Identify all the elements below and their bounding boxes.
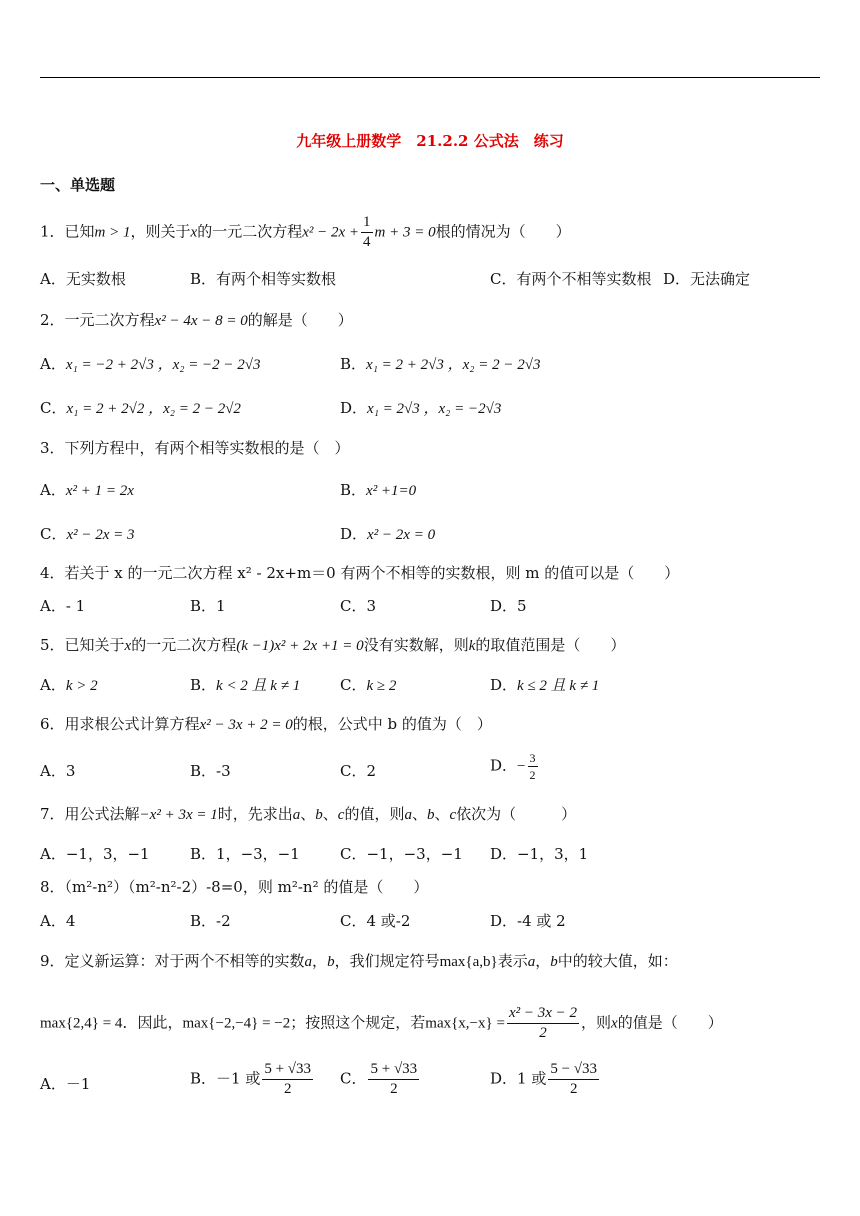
question-4-option-b: B．1 — [190, 597, 226, 615]
question-8-option-b: B．-2 — [190, 912, 231, 930]
question-2-stem: 2．一元二次方程x² − 4x − 8 = 0的解是（ ） — [40, 311, 353, 329]
question-2-option-a: A．x₁ = −2 + 2√3 ，x₂ = −2 − 2√3 — [40, 355, 261, 373]
question-4-option-c: C．3 — [340, 597, 377, 615]
question-5-option-c: C．k ≥ 2 — [340, 676, 397, 694]
question-4-option-a: A．- 1 — [40, 597, 86, 615]
question-9-stem: 9．定义新运算：对于两个不相等的实数a，b，我们规定符号max{a,b}表示a，b中的较大值，如： — [40, 952, 678, 970]
question-6-option-c: C．2 — [340, 762, 377, 780]
question-1-stem: 1．已知m > 1，则关于x的一元二次方程x² − 2x + $\frac{1}{4}$ m + 3 = 0根的情况为（ ） — [40, 214, 571, 250]
question-7-option-a: A．−1，3，−1 — [40, 845, 150, 863]
question-8-option-a: A．4 — [40, 912, 76, 930]
question-8-option-d: D．-4 或 2 — [490, 912, 566, 930]
question-4-stem: 4．若关于 x 的一元二次方程 x² - 2x+m＝0 有两个不相等的实数根，则 m 的值可以是（ ） — [40, 564, 680, 582]
question-7-stem: 7．用公式法解−x² + 3x = 1时，先求出a、b、c的值，则a、b、c依次为（ ） — [40, 805, 577, 823]
question-2-option-b: B．x₁ = 2 + 2√3 ，x₂ = 2 − 2√3 — [340, 355, 541, 373]
question-9-option-d: D．1 或 $\frac{5 - √33}{2}$ — [490, 1061, 598, 1097]
question-5-stem: 5．已知关于x的一元二次方程(k −1)x² + 2x +1 = 0没有实数解，则k的取值范围是（ ） — [40, 636, 626, 654]
question-8-stem: 8．（m²-n²）（m²-n²-2）-8=0，则 m²-n² 的值是（ ） — [40, 878, 429, 896]
question-6-option-d: D．− $\frac{3}{2}$ — [490, 751, 536, 782]
question-9-option-b: B．－1 或 $\frac{5 + √33}{2}$ — [190, 1061, 312, 1097]
question-3-stem: 3．下列方程中，有两个相等实数根的是（ ） — [40, 439, 350, 457]
question-6-option-b: B．-3 — [190, 762, 231, 780]
header-rule — [40, 77, 820, 78]
question-1-option-b: B．有两个相等实数根 — [190, 270, 337, 288]
question-7-option-c: C．−1，−3，−1 — [340, 845, 463, 863]
question-7-option-d: D．−1，3，1 — [490, 845, 589, 863]
question-9-option-c: C． $\frac{5 + √33}{2}$ — [340, 1061, 418, 1097]
question-2-option-d: D．x₁ = 2√3 ，x₂ = −2√3 — [340, 399, 502, 417]
question-2-option-c: C．x₁ = 2 + 2√2 ，x₂ = 2 − 2√2 — [40, 399, 241, 417]
section-heading: 一、单选题 — [40, 176, 116, 194]
question-6-option-a: A．3 — [40, 762, 76, 780]
question-6-stem: 6．用求根公式计算方程x² − 3x + 2 = 0的根，公式中 b 的值为（ ） — [40, 715, 492, 733]
question-7-option-b: B．1，−3，−1 — [190, 845, 300, 863]
question-1-option-d: D．无法确定 — [663, 270, 751, 288]
question-5-option-b: B．k < 2 且 k ≠ 1 — [190, 676, 301, 694]
question-3-option-a: A．x² + 1 = 2x — [40, 481, 134, 499]
page-title: 九年级上册数学 21.2.2 公式法 练习 — [296, 132, 564, 150]
question-9-stem-continued: max{2,4} = 4．因此，max{−2,−4} = −2；按照这个规定，若max{x,−x} = $\frac{\text{x² − 3x − 2}}{2}$ ，则x的值是（ ） — [40, 1005, 723, 1041]
question-3-option-d: D．x² − 2x = 0 — [340, 525, 436, 543]
question-1-option-c: C．有两个不相等实数根 — [490, 270, 652, 288]
question-5-option-d: D．k ≤ 2 且 k ≠ 1 — [490, 676, 600, 694]
question-8-option-c: C．4 或-2 — [340, 912, 411, 930]
question-4-option-d: D．5 — [490, 597, 527, 615]
question-5-option-a: A．k > 2 — [40, 676, 98, 694]
question-3-option-b: B．x² +1=0 — [340, 481, 417, 499]
question-3-option-c: C．x² − 2x = 3 — [40, 525, 135, 543]
question-9-option-a: A．－1 — [40, 1075, 91, 1093]
question-1-option-a: A．无实数根 — [40, 270, 126, 288]
